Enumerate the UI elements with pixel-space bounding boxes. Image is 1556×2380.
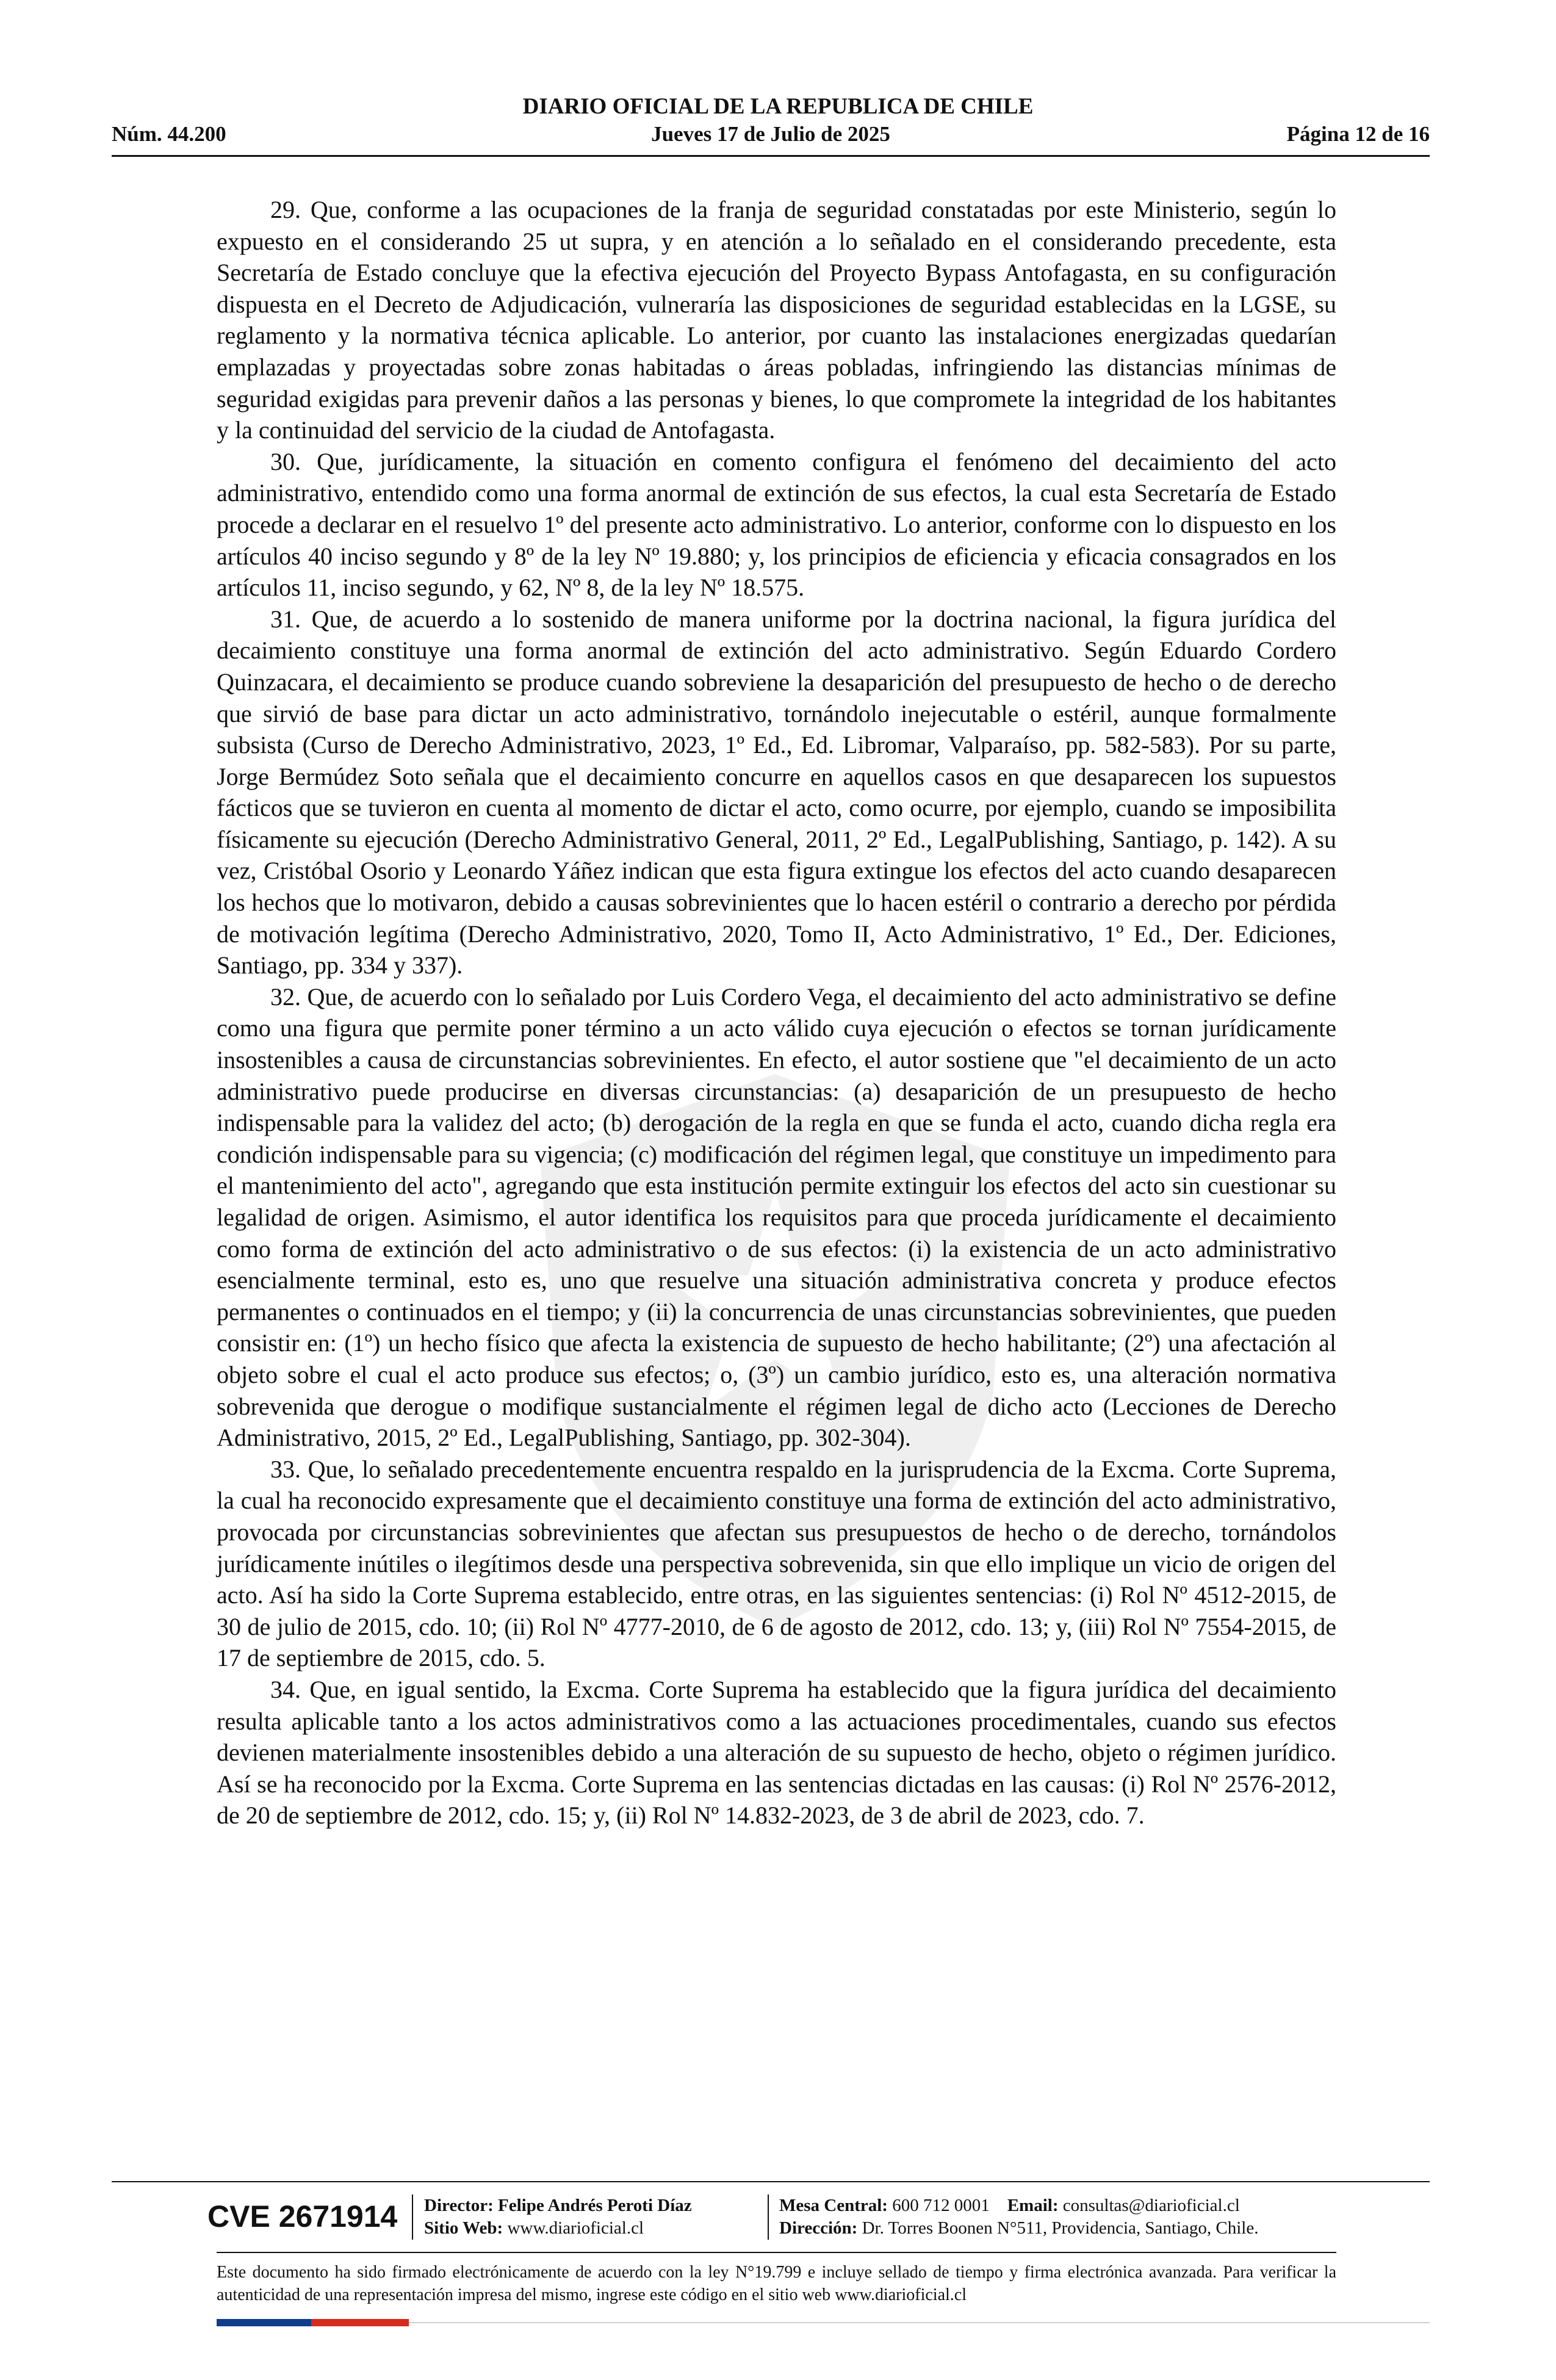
director-line — [424, 2194, 692, 2217]
footer-divider-bottom — [409, 2322, 1430, 2323]
contact-line — [779, 2194, 1258, 2217]
paragraph-30: 30. Que, jurídicamente, la situación en comento configura el fenómeno del decaimiento del acto administrativo, entendido como una forma anormal de extinción de sus efectos, la cual esta Secretaría de Estado procede a declarar en el resuelvo 1º del presente acto administrativo. Lo anterior, conforme con lo dispuesto en los artículos 40 inciso segundo y 8º de la ley Nº 19.880; y, los principios de eficiencia y eficacia consagrados en los artículos 11, inciso segundo, y 62, Nº 8, de la ley Nº 18.575. — [217, 447, 1336, 602]
issue-number: Núm. 44.200 — [112, 122, 226, 146]
address-line — [779, 2217, 1258, 2240]
flag-bar-red — [311, 2319, 409, 2326]
director-name: Felipe Andrés Peroti Díaz — [498, 2196, 692, 2215]
flag-bar-blue — [217, 2319, 311, 2326]
paragraph-34: 34. Que, en igual sentido, la Excma. Corte Suprema ha establecido que la figura jurídica del decaimiento resulta aplicable tanto a los actos administrativos como a las actuaciones procedimentales, cuando sus efectos devienen materialmente insostenibles debido a una alteración de su supuesto de hecho, objeto o régimen jurídico. Así se ha reconocido por la Excma. Corte Suprema en las sentencias dictadas en las causas: (i) Rol Nº 2576-2012, de 20 de septiembre de 2012, cdo. 15; y, (ii) Rol Nº 14.832-2023, de 3 de abril de 2023, cdo. 7. — [217, 1675, 1336, 1830]
footer-director-block — [424, 2194, 692, 2240]
website-link[interactable]: www.diarioficial.cl — [507, 2218, 644, 2238]
page-number: Página 12 de 16 — [1286, 122, 1430, 146]
newspaper-title: DIARIO OFICIAL DE LA REPUBLICA DE CHILE — [522, 94, 1034, 119]
email-link[interactable]: consultas@diarioficial.cl — [1062, 2196, 1240, 2215]
footer-divider-middle — [217, 2252, 1336, 2253]
header-divider — [112, 155, 1430, 157]
issue-date: Jueves 17 de Julio de 2025 — [651, 122, 890, 146]
paragraph-33: 33. Que, lo señalado precedentemente encuentra respaldo en la jurisprudencia de la Excma. Corte Suprema, la cual ha reconocido expresamente que el decaimiento constituye una forma de extinción del acto administrativo, provocada por circunstancias sobrevinientes que afectan sus presupuestos de hecho o de derecho, tornándolos jurídicamente inútiles o ilegítimos desde una perspectiva sobrevenida, sin que ello implique un vicio de origen del acto. Así ha sido la Corte Suprema establecido, entre otras, en las siguientes sentencias: (i) Rol Nº 4512-2015, de 30 de julio de 2015, cdo. 10; (ii) Rol Nº 4777-2010, de 6 de agosto de 2012, cdo. 13; y, (iii) Rol Nº 7554-2015, de 17 de septiembre de 2015, cdo. 5. — [217, 1455, 1336, 1672]
footer-separator — [768, 2194, 769, 2240]
website-line — [424, 2217, 692, 2240]
cve-code: CVE 2671914 — [207, 2199, 398, 2234]
header-row — [112, 121, 1430, 148]
document-body — [217, 194, 1336, 1831]
flag-bar — [217, 2319, 409, 2326]
footer-divider-top — [112, 2181, 1430, 2182]
address-label: Dirección: — [779, 2218, 858, 2238]
director-label: Director: — [424, 2196, 494, 2215]
signature-notice: Este documento ha sido firmado electrónicamente de acuerdo con la ley N°19.799 e incluye sellado de tiempo y firma electrónica avanzada. Para verificar la autenticidad de una representación impresa del mismo, ingrese este código en el sitio web www.diarioficial.cl — [217, 2263, 1336, 2304]
footer-separator — [412, 2194, 413, 2240]
paragraph-29: 29. Que, conforme a las ocupaciones de la franja de seguridad constatadas por este Ministerio, según lo expuesto en el considerando 25 ut supra, y en atención a lo señalado en el considerando precedente, esta Secretaría de Estado concluye que la efectiva ejecución del Proyecto Bypass Antofagasta, en su configuración dispuesta en el Decreto de Adjudicación, vulneraría las disposiciones de seguridad establecidas en la LGSE, su reglamento y la normativa técnica aplicable. Lo anterior, por cuanto las instalaciones energizadas quedarían emplazadas y proyectadas sobre zonas habitadas o áreas pobladas, infringiendo las distancias mínimas de seguridad exigidas para prevenir daños a las personas y bienes, lo que compromete la integridad de los habitantes y la continuidad del servicio de la ciudad de Antofagasta. — [217, 196, 1336, 444]
paragraph-32: 32. Que, de acuerdo con lo señalado por Luis Cordero Vega, el decaimiento del acto administrativo se define como una figura que permite poner término a un acto válido cuya ejecución o efectos se tornan jurídicamente insostenibles a causa de circunstancias sobrevinientes. En efecto, el autor sostiene que "el decaimiento de un acto administrativo puede producirse en diversas circunstancias: (a) desaparición de un presupuesto de hecho indispensable para la validez del acto; (b) derogación de la regla en que se funda el acto, cuando dicha regla era condición indispensable para su vigencia; (c) modificación del régimen legal, que constituye un impedimento para el mantenimiento del acto", agregando que esta institución permite extinguir los efectos del acto sin cuestionar su legalidad de origen. Asimismo, el autor identifica los requisitos para que proceda jurídicamente el decaimiento como forma de extinción del acto administrativo o de sus efectos: (i) la existencia de un acto administrativo esencialmente terminal, esto es, uno que resuelve una situación administrativa concreta y produce efectos permanentes o continuados en el tiempo; y (ii) la concurrencia de unas circunstancias sobrevinientes, que pueden consistir en: (1º) un hecho físico que afecta la existencia de supuesto de hecho habilitante; (2º) una afectación al objeto sobre el cual el acto produce sus efectos; o, (3º) un cambio jurídico, esto es, una alteración normativa sobrevenida que derogue o modifique sustancialmente el régimen legal de dicho acto (Lecciones de Derecho Administrativo, 2015, 2º Ed., LegalPublishing, Santiago, pp. 302-304). — [217, 983, 1336, 1452]
website-label: Sitio Web: — [424, 2218, 503, 2238]
phone-label: Mesa Central: — [779, 2196, 888, 2215]
footer-contact-block — [779, 2194, 1258, 2240]
address-value: Dr. Torres Boonen N°511, Providencia, Santiago, Chile. — [862, 2218, 1259, 2238]
paragraph-31: 31. Que, de acuerdo a lo sostenido de manera uniforme por la doctrina nacional, la figura jurídica del decaimiento constituye una forma anormal de extinción del acto administrativo. Según Eduardo Cordero Quinzacara, el decaimiento se produce cuando sobreviene la desaparición del presupuesto de hecho o de derecho que sirvió de base para dictar un acto administrativo, tornándolo inejecutable o estéril, aunque formalmente subsista (Curso de Derecho Administrativo, 2023, 1º Ed., Ed. Libromar, Valparaíso, pp. 582-583). Por su parte, Jorge Bermúdez Soto señala que el decaimiento concurre en aquellos casos en que desaparecen los supuestos fácticos que se tuvieron en cuenta al momento de dictar el acto, como ocurre, por ejemplo, cuando se imposibilita físicamente su ejecución (Derecho Administrativo General, 2011, 2º Ed., LegalPublishing, Santiago, p. 142). A su vez, Cristóbal Osorio y Leonardo Yáñez indican que esta figura extingue los efectos del acto cuando desaparecen los hechos que lo motivaron, debido a causas sobrevinientes que lo hacen estéril o contrario a derecho por pérdida de motivación legítima (Derecho Administrativo, 2020, Tomo II, Acto Administrativo, 1º Ed., Der. Ediciones, Santiago, pp. 334 y 337). — [217, 605, 1336, 979]
email-label: Email: — [1007, 2196, 1059, 2215]
phone-number: 600 712 0001 — [892, 2196, 990, 2215]
